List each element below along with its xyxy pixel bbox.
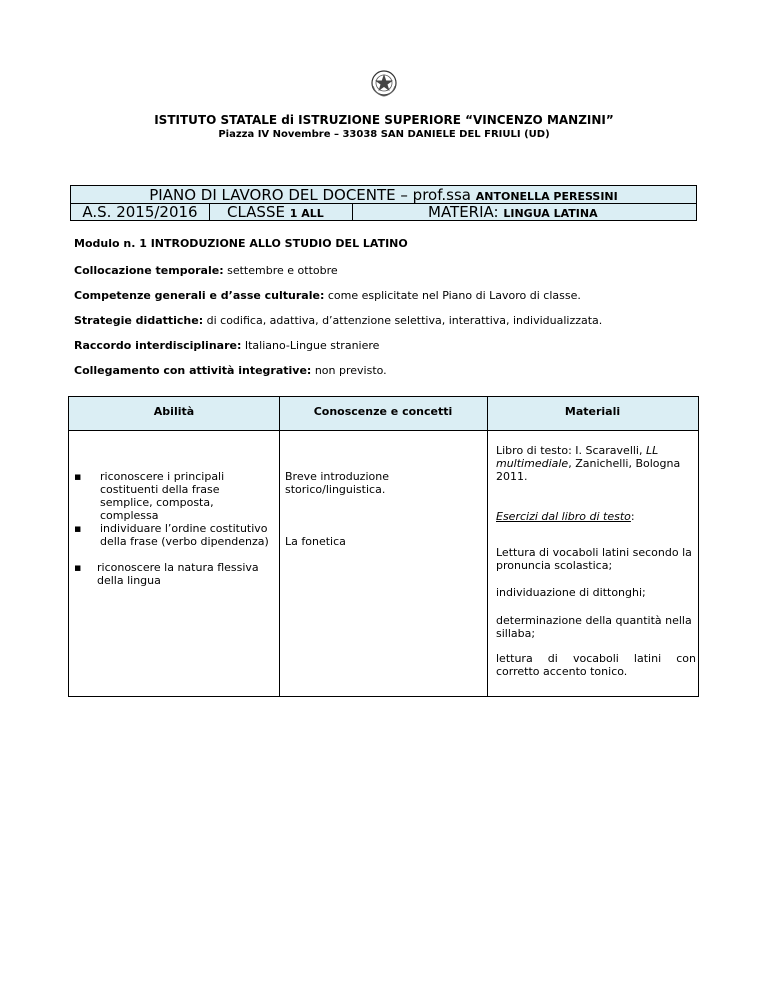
- list-item: riconoscere la natura flessiva della lingua: [97, 561, 259, 587]
- collocazione-line: Collocazione temporale: settembre e ottobre: [74, 264, 338, 277]
- teacher-name: ANTONELLA PERESSINI: [475, 190, 618, 203]
- competenze-line: Competenze generali e d’asse culturale: come esplicitate nel Piano di Lavoro di classe.: [74, 289, 581, 302]
- strategie-line: Strategie didattiche: di codifica, adattiva, d’attenzione selettiva, interattiva, individualizzata.: [74, 314, 603, 327]
- module-title: Modulo n. 1 INTRODUZIONE ALLO STUDIO DEL LATINO: [74, 237, 408, 250]
- column-divider: [279, 397, 280, 696]
- textbook-reference: Libro di testo: I. Scaravelli, LL multimediale, Zanichelli, Bologna 2011.: [496, 444, 681, 483]
- table-header-row: [69, 397, 698, 431]
- plan-title: PIANO DI LAVORO DEL DOCENTE – prof.ssa: [149, 186, 476, 204]
- conoscenza-item: La fonetica: [285, 535, 346, 548]
- header-abilita: Abilità: [153, 405, 195, 418]
- school-year: A.S. 2015/2016: [71, 204, 210, 221]
- plan-header-box: [70, 185, 697, 221]
- bullet-icon: ▪: [74, 522, 82, 535]
- header-conoscenze: Conoscenze e concetti: [313, 405, 453, 418]
- conoscenza-item: Breve introduzione storico/linguistica.: [285, 470, 389, 496]
- plan-title-row: [71, 186, 696, 204]
- materiale-item: individuazione di dittonghi;: [496, 586, 646, 599]
- institute-name: ISTITUTO STATALE di ISTRUZIONE SUPERIORE “VINCENZO MANZINI”: [154, 113, 614, 127]
- class-cell: [210, 204, 353, 221]
- plan-info-row: [71, 204, 696, 221]
- materiale-item: determinazione della quantità nella sillaba;: [496, 614, 692, 640]
- raccordo-line: Raccordo interdisciplinare: Italiano-Lingue straniere: [74, 339, 380, 352]
- materiale-item: lettura di vocaboli latini con corretto accento tonico.: [496, 652, 696, 678]
- class-label: CLASSE: [227, 203, 290, 221]
- list-item: individuare l’ordine costitutivo della frase (verbo dipendenza): [100, 522, 269, 548]
- bullet-icon: ▪: [74, 470, 82, 483]
- subject-cell: [353, 204, 696, 221]
- esercizi-heading: Esercizi dal libro di testo:: [496, 510, 635, 523]
- class-value: 1 ALL: [289, 207, 324, 220]
- subject-label: MATERIA:: [428, 203, 504, 221]
- list-item: riconoscere i principali costituenti della frase semplice, composta, complessa: [100, 470, 225, 522]
- institute-address: Piazza IV Novembre – 33038 SAN DANIELE DEL FRIULI (UD): [218, 129, 550, 140]
- column-divider: [487, 397, 488, 696]
- italian-republic-emblem-icon: [370, 68, 398, 98]
- header-materiali: Materiali: [564, 405, 621, 418]
- materiale-item: Lettura di vocaboli latini secondo la pronuncia scolastica;: [496, 546, 692, 572]
- bullet-icon: ▪: [74, 561, 82, 574]
- subject-value: LINGUA LATINA: [503, 207, 598, 220]
- collegamento-line: Collegamento con attività integrative: non previsto.: [74, 364, 387, 377]
